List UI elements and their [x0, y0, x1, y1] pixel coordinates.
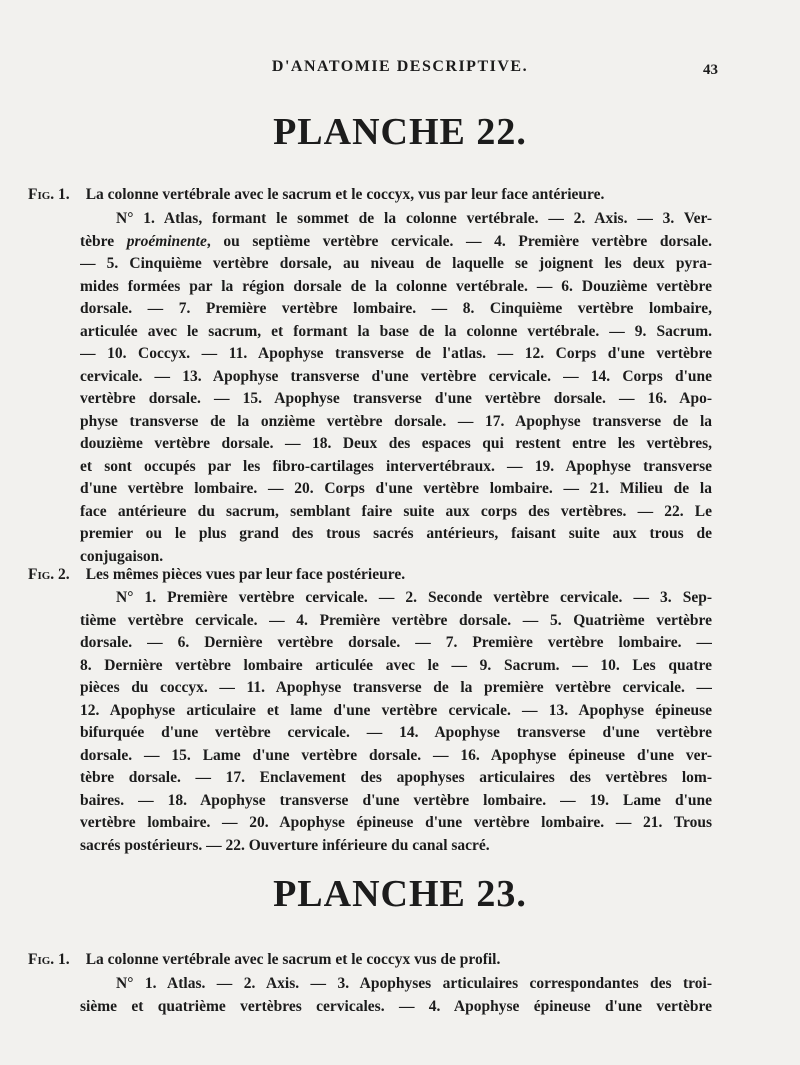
legend-line: douzième vertèbre dorsale. — 18. Deux des espaces qui restent entre les vertèbres, — [80, 435, 712, 452]
legend-line: face antérieure du sacrum, semblant faire suite aux corps des vertèbres. — 22. Le — [80, 502, 712, 520]
legend-line: — 5. Cinquième vertèbre dorsale, au niveau de laquelle se joignent les deux pyra- — [80, 255, 712, 272]
legend-line: pièces du coccyx. — 11. Apophyse transverse de la première vertèbre cervicale. — — [80, 679, 712, 696]
figure-legend — [80, 208, 712, 568]
legend-line: bifurquée d'une vertèbre cervicale. — 14. Apophyse transverse d'une vertèbre — [80, 724, 712, 741]
legend-line: tième vertèbre cervicale. — 4. Première vertèbre dorsale. — 5. Quatrième vertèbre — [80, 611, 712, 629]
legend-line: mides formées par la région dorsale de la colonne vertébrale. — 6. Douzième vertèbre — [80, 277, 712, 295]
figure-caption: La colonne vertébrale avec le sacrum et le coccyx vus de profil. — [85, 951, 501, 968]
legend-line: d'une vertèbre lombaire. — 20. Corps d'une vertèbre lombaire. — 21. Milieu de la — [80, 480, 712, 497]
legend-line: sième et quatrième vertèbres cervicales. — 4. Apophyse épineuse d'une vertèbre — [80, 997, 712, 1015]
legend-line: cervicale. — 13. Apophyse transverse d'une vertèbre cervicale. — 14. Corps d'une — [80, 367, 712, 385]
legend-line: baires. — 18. Apophyse transverse d'une vertèbre lombaire. — 19. Lame d'une — [80, 791, 712, 809]
figure-label: Fig. 1. — [28, 186, 70, 203]
figure-label: Fig. 1. — [28, 951, 70, 968]
legend-line: tèbre dorsale. — 17. Enclavement des apophyses articulaires des vertèbres lom- — [80, 769, 712, 786]
legend-line: dorsale. — 15. Lame d'une vertèbre dorsale. — 16. Apophyse épineuse d'une ver- — [80, 746, 712, 764]
legend-line: vertèbre lombaire. — 20. Apophyse épineuse d'une vertèbre lombaire. — 21. Trous — [80, 814, 712, 831]
legend-line: dorsale. — 7. Première vertèbre lombaire. — 8. Cinquième vertèbre lombaire, — [80, 300, 712, 317]
legend-line: articulée avec le sacrum, et formant la base de la colonne vertébrale. — 9. Sacrum. — [80, 322, 712, 340]
legend-line: 12. Apophyse articulaire et lame d'une vertèbre cervicale. — 13. Apophyse épineuse — [80, 701, 712, 719]
legend-line: sacrés postérieurs. — 22. Ouverture inférieure du canal sacré. — [80, 836, 490, 854]
plate-title: PLANCHE 22. — [273, 111, 527, 153]
figure-caption: Les mêmes pièces vues par leur face postérieure. — [85, 566, 406, 583]
legend-line: et sont occupés par les fibro-cartilages intervertébraux. — 19. Apophyse transverse — [80, 457, 712, 475]
figure-caption: La colonne vertébrale avec le sacrum et le coccyx, vus par leur face antérieure. — [85, 186, 605, 203]
figure-label: Fig. 2. — [28, 566, 70, 583]
legend-line: N° 1. Atlas. — 2. Axis. — 3. Apophyses articulaires correspondantes des troi- — [116, 975, 712, 992]
figure-legend — [80, 973, 712, 1018]
legend-line: physe transverse de la onzième vertèbre dorsale. — 17. Apophyse transverse de la — [80, 412, 712, 430]
figure-heading — [28, 185, 718, 205]
legend-line: premier ou le plus grand des trous sacrés antérieurs, faisant suite aux trous de — [80, 525, 712, 542]
legend-line: dorsale. — 6. Dernière vertèbre dorsale. — 7. Première vertèbre lombaire. — — [80, 634, 712, 651]
legend-line: 8. Dernière vertèbre lombaire articulée avec le — 9. Sacrum. — 10. Les quatre — [80, 656, 712, 674]
page-number: 43 — [703, 62, 718, 78]
legend-line: N° 1. Première vertèbre cervicale. — 2. Seconde vertèbre cervicale. — 3. Sep- — [116, 589, 712, 606]
legend-line: N° 1. Atlas, formant le sommet de la colonne vertébrale. — 2. Axis. — 3. Ver- — [116, 210, 712, 227]
figure-heading — [28, 565, 718, 585]
legend-line: vertèbre dorsale. — 15. Apophyse transverse d'une vertèbre dorsale. — 16. Apo- — [80, 390, 712, 407]
plate-title: PLANCHE 23. — [273, 873, 527, 915]
figure-heading — [28, 950, 718, 970]
legend-line: — 10. Coccyx. — 11. Apophyse transverse de l'atlas. — 12. Corps d'une vertèbre — [80, 345, 712, 362]
running-title: D'ANATOMIE DESCRIPTIVE. — [271, 58, 529, 75]
legend-line: conjugaison. — [80, 547, 164, 565]
legend-line: tèbre proéminente, ou septième vertèbre cervicale. — 4. Première vertèbre dorsale. — [80, 232, 712, 250]
figure-legend — [80, 587, 712, 857]
